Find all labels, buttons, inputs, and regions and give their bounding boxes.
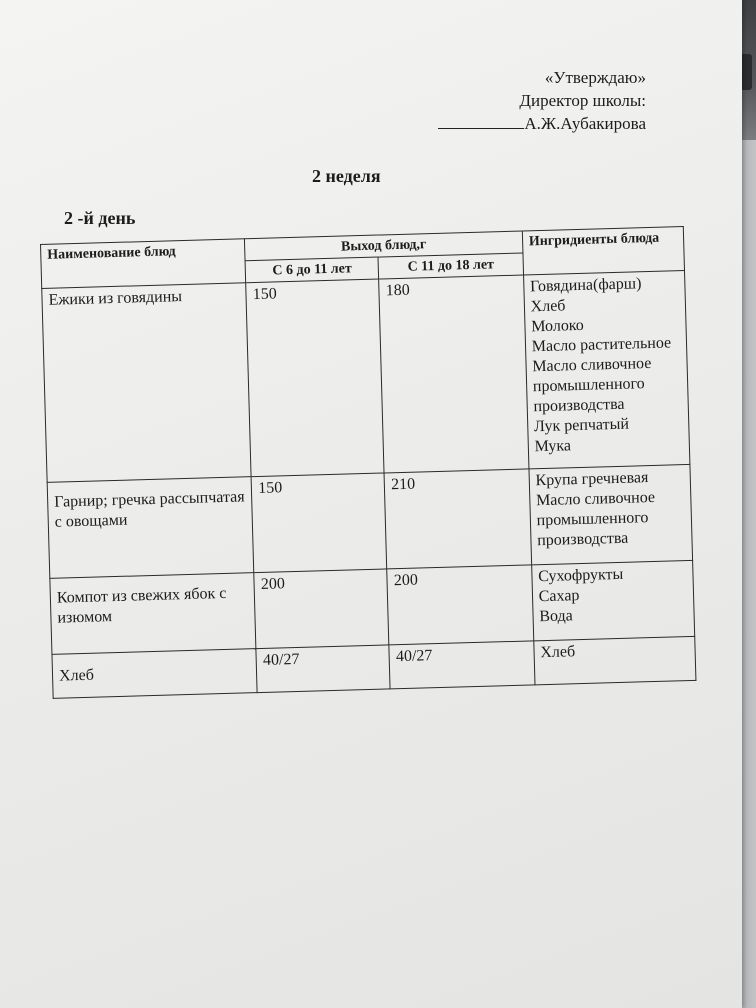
yield-6-11-cell: 150: [251, 473, 387, 573]
ingredients-cell: [531, 560, 694, 640]
header-age-11-18: С 11 до 18 лет: [378, 253, 523, 279]
ingredient-item: Мука: [534, 437, 572, 456]
menu-table-wrapper: [40, 226, 696, 699]
header-age-6-11: С 6 до 11 лет: [245, 257, 379, 283]
dish-name-cell: Компот из свежих ябок с изюмом: [50, 573, 256, 655]
ingredient-item: Говядина(фарш): [529, 275, 642, 296]
header-dish-name: Наименование блюд: [41, 239, 246, 289]
ingredient-item: Сухофрукты: [537, 565, 624, 586]
ingredient-item: Молоко: [530, 316, 585, 336]
approval-position: Директор школы:: [519, 91, 646, 110]
ingredient-item: Сахар: [538, 587, 580, 606]
ingredients-cell: [529, 464, 693, 564]
yield-6-11-cell: 40/27: [256, 645, 390, 693]
ingredient-item: Лук репчатый: [533, 415, 630, 436]
ingredient-item: Крупа гречневая: [535, 469, 649, 490]
week-title: 2 неделя: [312, 166, 381, 186]
yield-11-18-cell: 210: [384, 469, 531, 569]
ingredients-cell: [533, 636, 695, 684]
approval-title: «Утверждаю»: [544, 68, 646, 87]
header-ingredients: Ингридиенты блюда: [522, 227, 684, 275]
dish-name-cell: Гарнир; гречка рассыпчатая с овощами: [47, 477, 254, 579]
yield-6-11-cell: 150: [246, 279, 384, 477]
dish-name-cell: Хлеб: [52, 649, 257, 699]
desk-background: [740, 140, 756, 1008]
ingredient-item: Вода: [539, 607, 573, 626]
dish-name-cell: Ежики из говядины: [42, 283, 252, 483]
yield-6-11-cell: 200: [254, 569, 389, 649]
approval-signature: [438, 112, 646, 135]
menu-table-body: [42, 271, 696, 699]
yield-11-18-cell: 200: [387, 565, 534, 645]
approval-block: [438, 66, 646, 135]
approval-name: А.Ж.Аубакирова: [524, 114, 646, 133]
menu-table: [40, 226, 696, 699]
day-title: 2 -й день: [64, 208, 136, 228]
ingredient-item: Хлеб: [530, 297, 566, 316]
ingredient-item: Масло растительное: [531, 334, 672, 356]
ingredient-item: Масло сливочное промышленного производства: [535, 488, 656, 550]
header-yield: Выход блюд,г: [245, 231, 523, 261]
ingredient-item: Масло сливочное промышленного производства: [532, 354, 652, 416]
ingredients-cell: [523, 271, 690, 469]
signature-line: [438, 113, 524, 129]
table-row: [42, 271, 690, 483]
table-row: [47, 464, 692, 578]
ingredient-item: Хлеб: [540, 643, 576, 662]
yield-11-18-cell: 180: [379, 275, 529, 473]
yield-11-18-cell: 40/27: [389, 641, 535, 689]
